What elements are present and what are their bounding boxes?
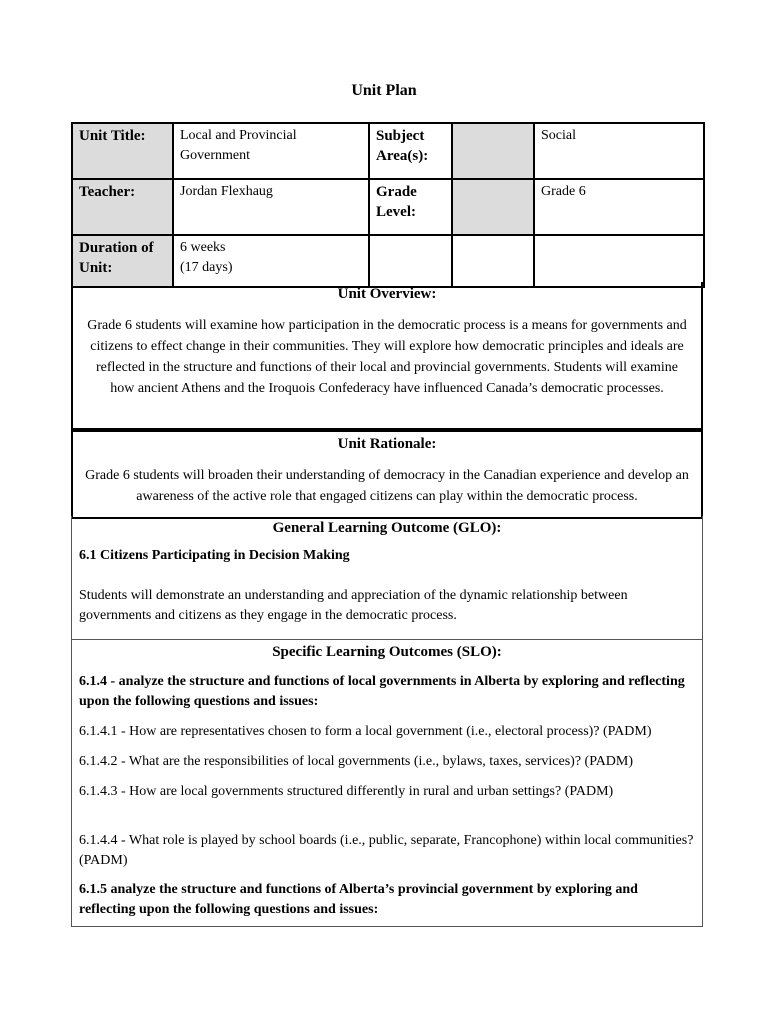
slo-heading: Specific Learning Outcomes (SLO): <box>272 644 502 660</box>
slo-question-6-1-4-1: 6.1.4.1 - How are representatives chosen to form a local government (i.e., electoral process)? (PADM) <box>79 724 652 739</box>
info-row-title <box>72 123 704 179</box>
unit-rationale-section <box>71 430 703 519</box>
glo-subheading: 6.1 Citizens Participating in Decision Making <box>79 548 350 563</box>
unit-rationale-text: Grade 6 students will broaden their understanding of democracy in the Canadian experience and develop an awareness of the active role that engaged citizens can play within the democratic process. <box>85 468 689 504</box>
document-title: Unit Plan <box>351 82 417 99</box>
subject-blank-cell <box>452 123 534 179</box>
unit-title-label: Unit Title: <box>72 123 173 179</box>
unit-overview-section <box>71 282 703 430</box>
duration-weeks: 6 weeks <box>180 240 226 255</box>
empty-cell <box>452 235 534 287</box>
grade-label: Grade Level: <box>369 179 452 235</box>
info-row-teacher <box>72 179 704 235</box>
subject-value: Social <box>534 123 704 179</box>
glo-heading: General Learning Outcome (GLO): <box>272 520 502 536</box>
empty-cell <box>369 235 452 287</box>
unit-overview-heading: Unit Overview: <box>337 286 437 302</box>
teacher-label: Teacher: <box>72 179 173 235</box>
slo-outcome-6-1-4: 6.1.4 - analyze the structure and functions of local governments in Alberta by exploring and reflecting upon the following questions and issues: <box>79 674 685 709</box>
glo-section <box>71 516 703 640</box>
unit-overview-text: Grade 6 students will examine how participation in the democratic process is a means for governments and citizens to effect change in their communities. They will explore how democratic principles and ideals are reflected in the structure and functions of their local and provincial governments. Students will examine how ancient Athens and the Iroquois Confederacy have influenced Canada’s democratic processes. <box>87 318 687 396</box>
empty-cell <box>534 235 704 287</box>
slo-question-6-1-4-2: 6.1.4.2 - What are the responsibilities of local governments (i.e., bylaws, taxes, services)? (PADM) <box>79 754 634 769</box>
unit-info-table <box>71 122 705 288</box>
slo-question-6-1-4-4: 6.1.4.4 - What role is played by school boards (i.e., public, separate, Francophone) within local communities? (PADM) <box>79 833 694 868</box>
slo-outcome-6-1-5: 6.1.5 analyze the structure and functions of Alberta’s provincial government by exploring and reflecting upon the following questions and issues: <box>79 882 638 917</box>
grade-blank-cell <box>452 179 534 235</box>
slo-section <box>71 639 703 927</box>
subject-label: Subject Area(s): <box>369 123 452 179</box>
duration-days: (17 days) <box>180 260 233 275</box>
info-row-duration <box>72 235 704 287</box>
duration-label: Duration of Unit: <box>72 235 173 287</box>
glo-text: Students will demonstrate an understanding and appreciation of the dynamic relationship between governments and citizens as they engage in the democratic process. <box>79 588 628 623</box>
unit-title-value: Local and Provincial Government <box>173 123 369 179</box>
teacher-value: Jordan Flexhaug <box>173 179 369 235</box>
grade-value: Grade 6 <box>534 179 704 235</box>
slo-question-6-1-4-3: 6.1.4.3 - How are local governments structured differently in rural and urban settings? (PADM) <box>79 784 614 799</box>
duration-value <box>173 235 369 287</box>
unit-rationale-heading: Unit Rationale: <box>337 436 437 452</box>
